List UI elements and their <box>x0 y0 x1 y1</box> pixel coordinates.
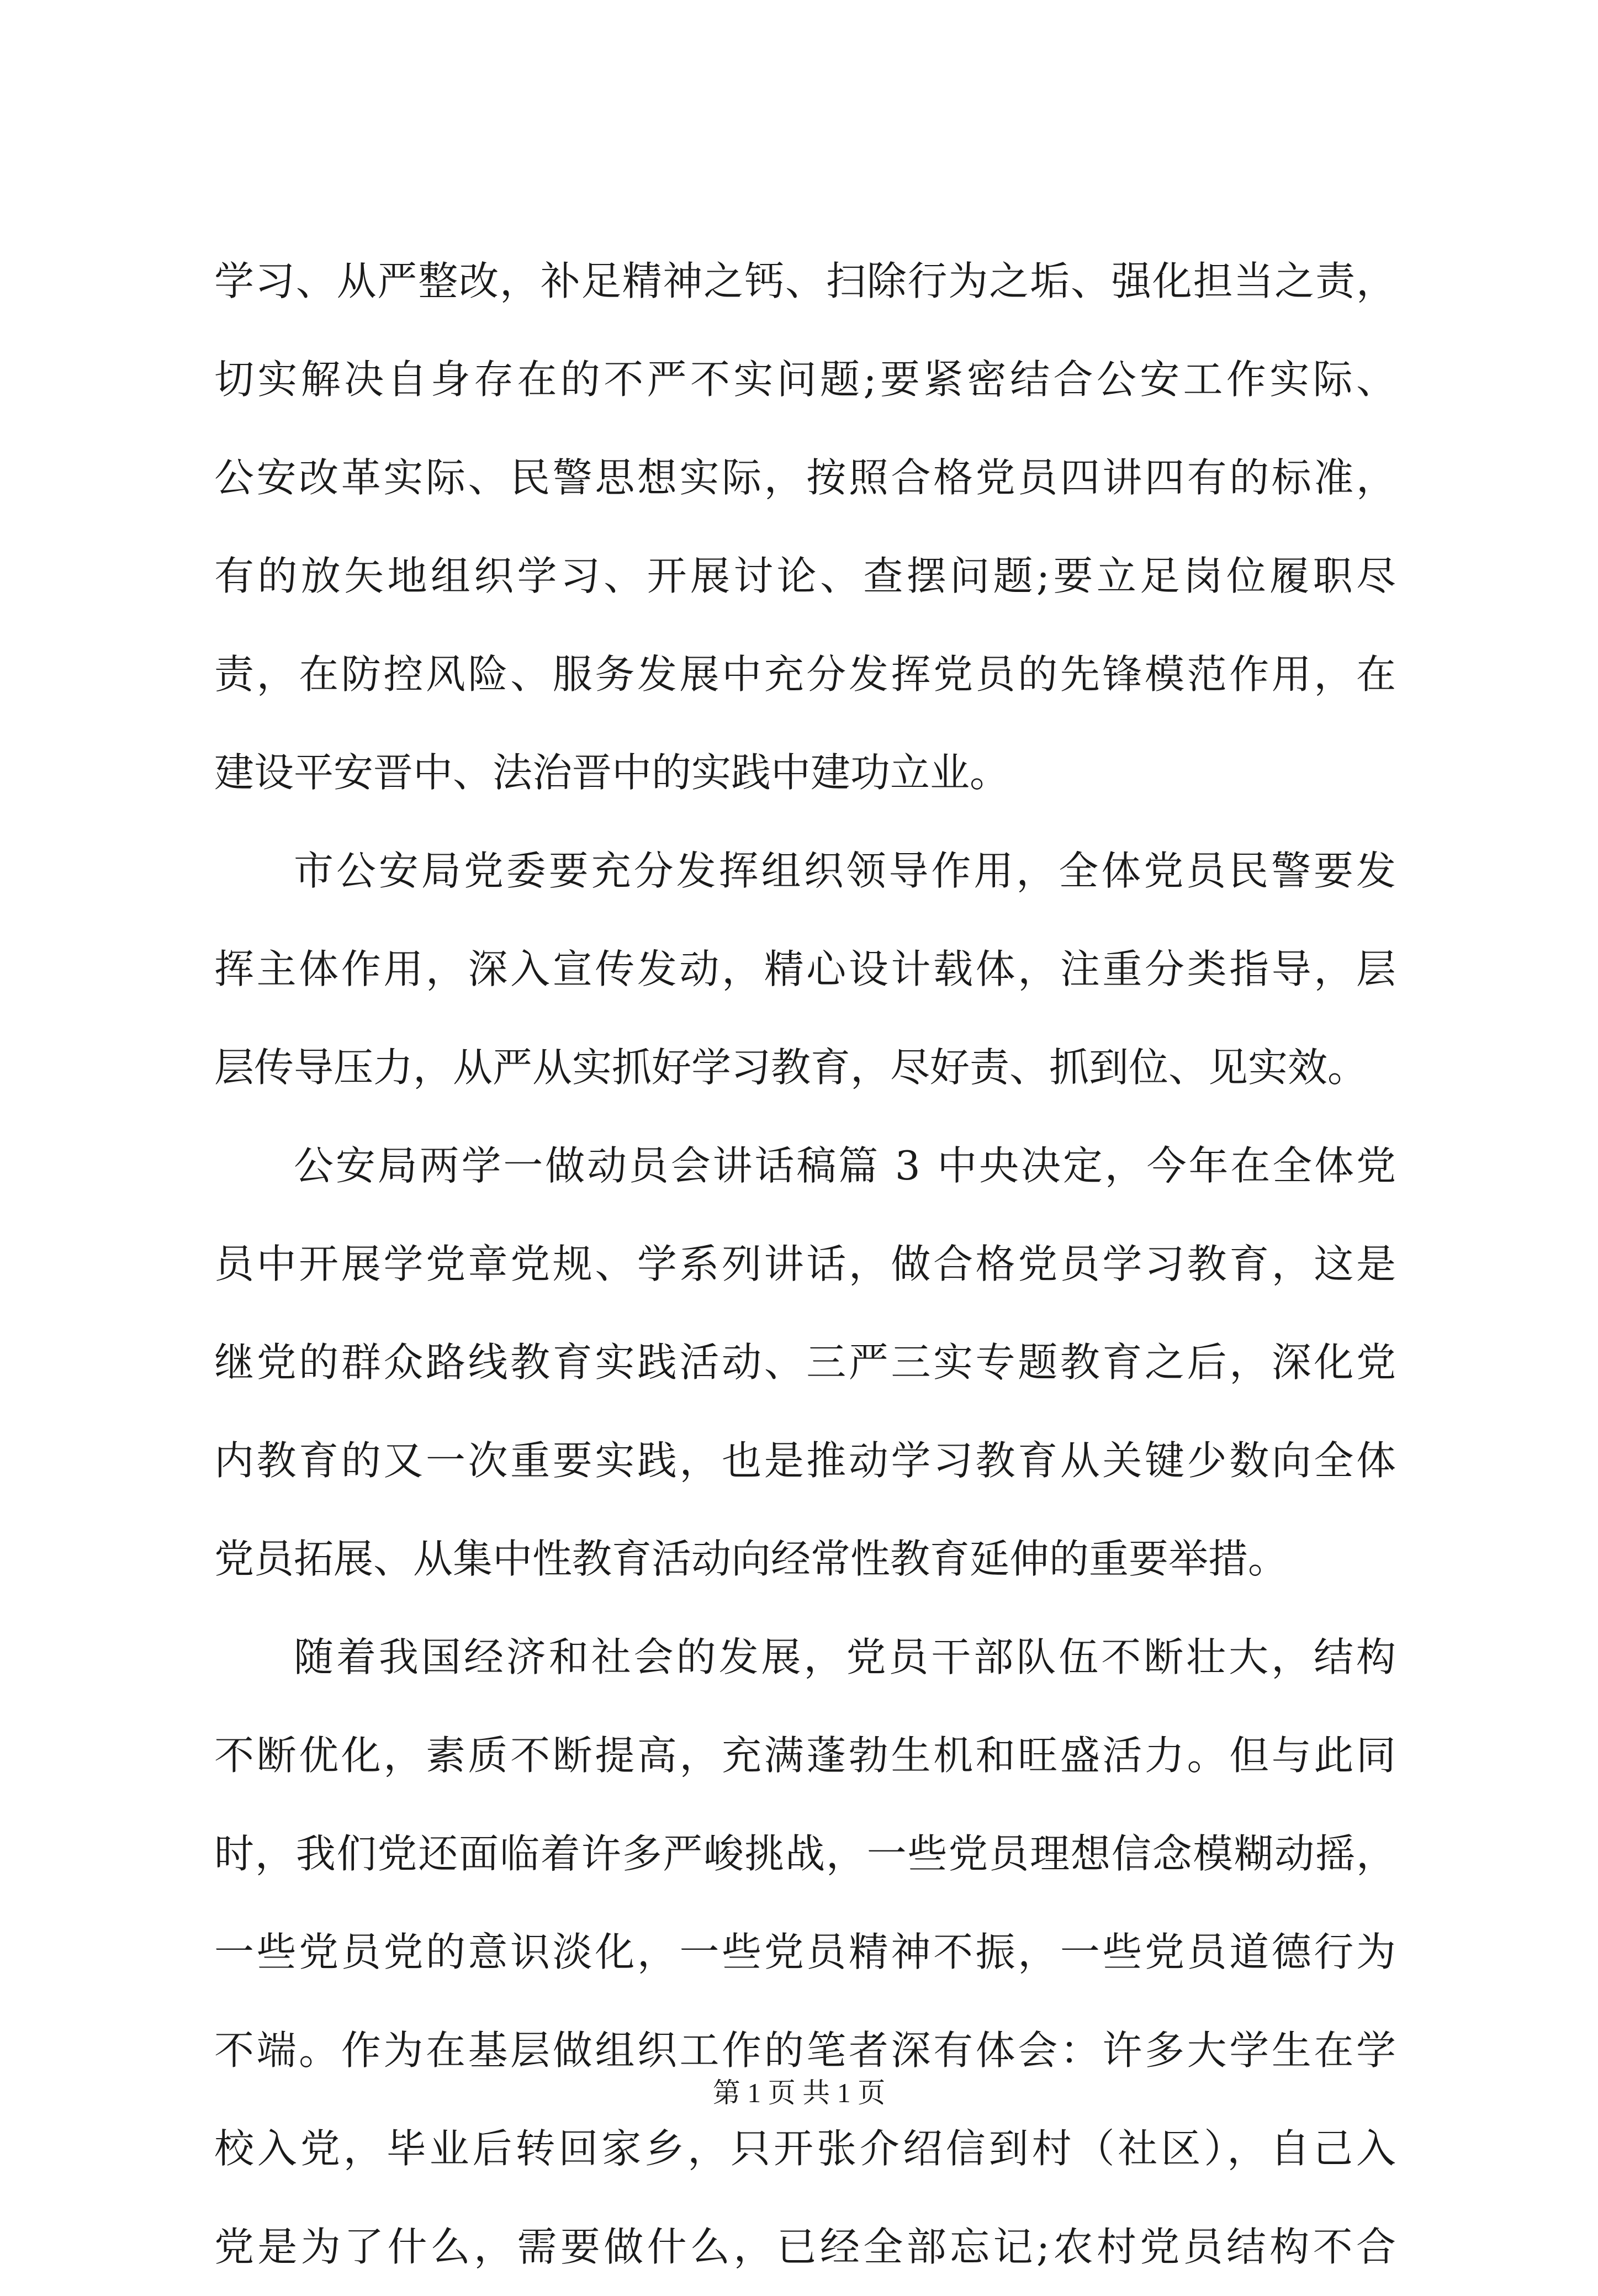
text-line: 责，在防控风险、服务发展中充分发挥党员的先锋模范作用，在 <box>214 651 1399 697</box>
text-line: 员中开展学党章党规、学系列讲话，做合格党员学习教育，这是 <box>214 1241 1399 1287</box>
text-line: 不断优化，素质不断提高，充满蓬勃生机和旺盛活力。但与此同 <box>214 1732 1399 1779</box>
text-line: 一些党员党的意识淡化，一些党员精神不振，一些党员道德行为 <box>214 1929 1399 1975</box>
text-line: 市公安局党委要充分发挥组织领导作用，全体党员民警要发 <box>294 848 1399 894</box>
text-line: 党员拓展、从集中性教育活动向经常性教育延伸的重要举措。 <box>214 1536 1288 1582</box>
text-line: 建设平安晋中、法治晋中的实践中建功立业。 <box>214 749 1010 796</box>
text-line: 校入党，毕业后转回家乡，只开张介绍信到村（社区），自己入 <box>214 2125 1399 2172</box>
text-line: 公安改革实际、民警思想实际，按照合格党员四讲四有的标准， <box>214 454 1399 501</box>
text-line: 党是为了什么，需要做什么，已经全部忘记;农村党员结构不合 <box>214 2224 1400 2270</box>
text-line: 时，我们党还面临着许多严峻挑战，一些党员理想信念模糊动摇， <box>214 1831 1397 1877</box>
page-footer: 第 1 页 共 1 页 <box>712 2077 886 2108</box>
document-body <box>214 232 1400 2296</box>
text-line: 学习、从严整改，补足精神之钙、扫除行为之垢、强化担当之责， <box>214 258 1397 304</box>
text-line: 切实解决自身存在的不严不实问题;要紧密结合公安工作实际、 <box>214 356 1400 403</box>
text-line: 不端。作为在基层做组织工作的笔者深有体会：许多大学生在学 <box>214 2027 1399 2073</box>
text-line: 继党的群众路线教育实践活动、三严三实专题教育之后，深化党 <box>214 1339 1399 1385</box>
text-line: 公安局两学一做动员会讲话稿篇 3 中央决定，今年在全体党 <box>294 1142 1398 1189</box>
text-line: 层传导压力，从严从实抓好学习教育，尽好责、抓到位、见实效。 <box>214 1044 1368 1091</box>
text-line: 挥主体作用，深入宣传发动，精心设计载体，注重分类指导，层 <box>214 946 1399 992</box>
text-line: 有的放矢地组织学习、开展讨论、查摆问题;要立足岗位履职尽 <box>214 553 1400 599</box>
text-line: 内教育的又一次重要实践，也是推动学习教育从关键少数向全体 <box>214 1437 1399 1484</box>
text-line: 随着我国经济和社会的发展，党员干部队伍不断壮大，结构 <box>294 1634 1399 1680</box>
